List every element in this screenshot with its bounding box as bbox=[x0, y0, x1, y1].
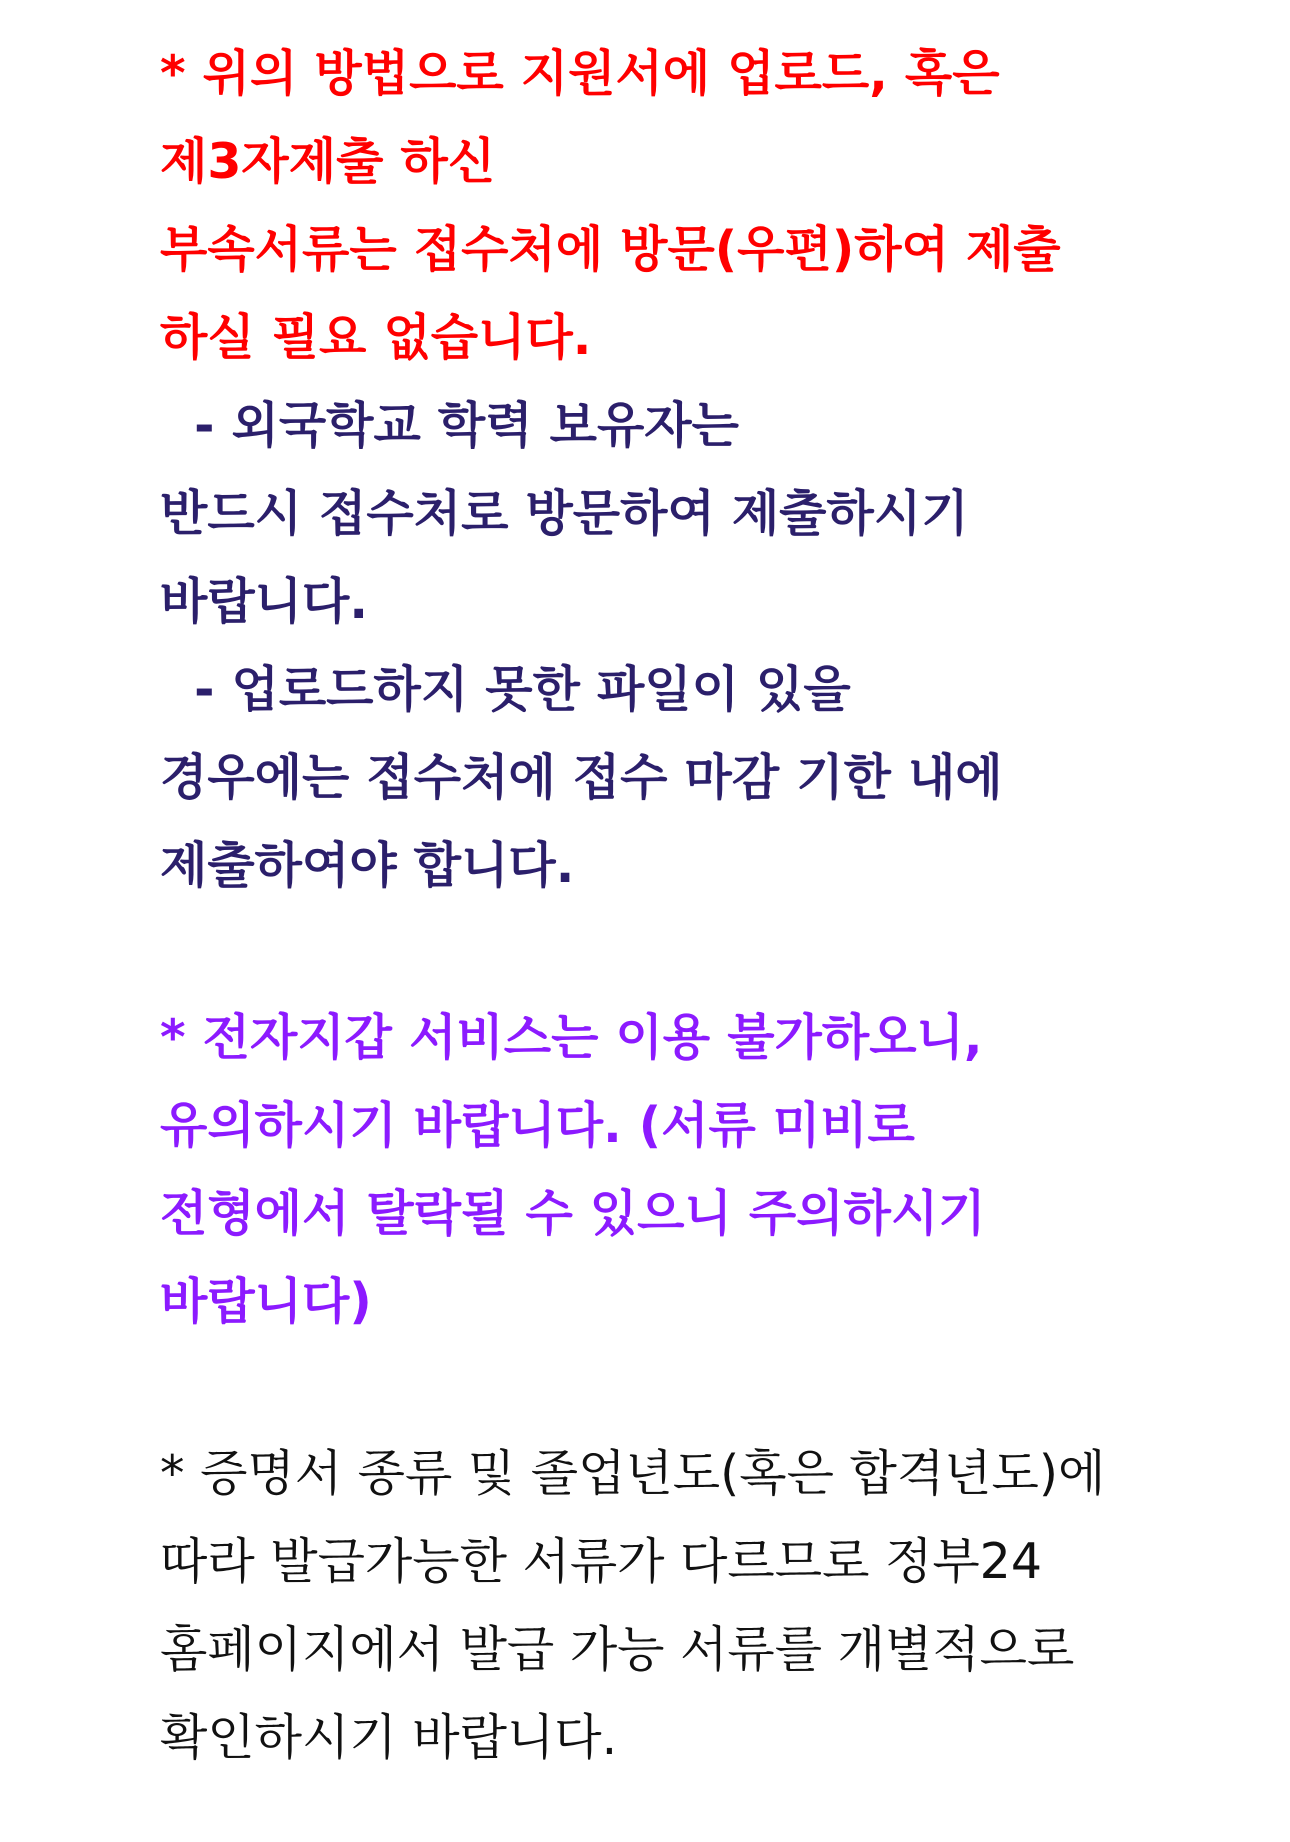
notice-black-line: 홈페이지에서 발급 가능 서류를 개별적으로 bbox=[160, 1621, 1075, 1678]
notice-navy-block bbox=[160, 382, 1270, 910]
spacer bbox=[160, 1346, 1270, 1430]
notice-red-line: * 위의 방법으로 지원서에 업로드, 혹은 bbox=[160, 45, 1000, 102]
notice-navy-line: - 외국학교 학력 보유자는 bbox=[160, 397, 739, 454]
notice-purple-line: * 전자지갑 서비스는 이용 불가하오니, bbox=[160, 1009, 983, 1066]
notice-navy-line: 경우에는 접수처에 접수 마감 기한 내에 bbox=[160, 749, 1003, 806]
notice-navy-line: - 업로드하지 못한 파일이 있을 bbox=[160, 661, 851, 718]
notice-black-block bbox=[160, 1430, 1270, 1782]
notice-red-line: 하실 필요 없습니다. bbox=[160, 309, 592, 366]
notice-black-line: 확인하시기 바랍니다. bbox=[160, 1709, 618, 1766]
notice-red-block bbox=[160, 30, 1270, 382]
notice-red-line: 부속서류는 접수처에 방문(우편)하여 제출 bbox=[160, 221, 1061, 278]
notice-navy-line: 바랍니다. bbox=[160, 573, 368, 630]
notice-black-line: 따라 발급가능한 서류가 다르므로 정부24 bbox=[160, 1533, 1042, 1590]
notice-black-line: * 증명서 종류 및 졸업년도(혹은 합격년도)에 bbox=[160, 1445, 1106, 1502]
notice-navy-line: 제출하여야 합니다. bbox=[160, 837, 575, 894]
notice-navy-line: 반드시 접수처로 방문하여 제출하시기 bbox=[160, 485, 969, 542]
notice-document bbox=[160, 30, 1270, 1782]
notice-red-line: 제3자제출 하신 bbox=[160, 133, 496, 190]
notice-purple-line: 바랍니다) bbox=[160, 1273, 372, 1330]
notice-purple-line: 전형에서 탈락될 수 있으니 주의하시기 bbox=[160, 1185, 986, 1242]
notice-purple-block bbox=[160, 994, 1270, 1346]
notice-purple-line: 유의하시기 바랍니다. (서류 미비로 bbox=[160, 1097, 915, 1154]
spacer bbox=[160, 910, 1270, 994]
